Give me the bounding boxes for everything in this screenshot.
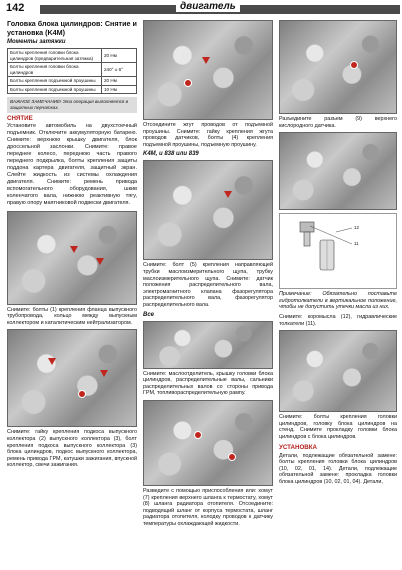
torque-value: 240° ± 6° (102, 63, 137, 77)
photo-head-bolts (279, 330, 397, 412)
all-variants-heading: Все (143, 311, 155, 318)
table-row (8, 63, 137, 77)
page-number: 142 (6, 2, 25, 14)
arrow-icon (202, 57, 210, 64)
callout-marker (350, 61, 358, 69)
caption: Снимите: маслоотделитель, крышку головки блока цилиндров, распределительные валы, сальники распределительных валов со стороны привода ГРМ, топливораспределительную рампу. (143, 370, 273, 397)
torque-item: Болты крепления головки блока цилиндров (предварительная затяжка) (8, 49, 102, 63)
callout-marker (78, 390, 86, 398)
warning-note: ВАЖНОЕ ЗАМЕЧАНИЕ! Эта операция выполняется в защитных перчатках. (7, 97, 137, 113)
photo-exhaust-flange (7, 211, 137, 305)
figure-label: 11 (354, 241, 359, 247)
install-heading: УСТАНОВКА (279, 443, 318, 451)
figure-label: 12 (354, 225, 360, 231)
arrow-icon (224, 191, 232, 198)
caption: Детали, подлежащие обязательной замене: болты крепления головки блока цилиндров (10, 02, 01, 14). Детали, подлежащие обязательной замене: прокладка головки блока цилиндров (10, 02, 01, 04). Детали, (279, 452, 397, 485)
diagram-hydraulic-tappets (279, 213, 397, 289)
photo-dipstick-tube (143, 160, 273, 260)
caption: Снимите: гайку крепления подкоса выпускного коллектора (2) выпускного коллектора (3), болт крепления подкоса выпускного коллектора (3) блока цилиндров, подкос выпускного коллектора, ремень привода ГРМ, катушки зажигания, впускной коллектор, свечи зажигания. (7, 429, 137, 469)
torque-item: Болты крепления головки блока цилиндров (8, 63, 102, 77)
photo-camshafts (143, 321, 273, 369)
photo-lifting-eye (143, 20, 273, 120)
torque-value: 10 Нм (102, 85, 137, 94)
callout-marker (194, 431, 202, 439)
caption: Отсоедините жгут проводов от подъемной проушины. Снимите: гайку крепления жгута проводов датчиков, болты (4) крепления подъемной проушины, подъемную проушину. (143, 122, 273, 148)
arrow-icon (100, 370, 108, 377)
removal-heading: СНЯТИЕ (7, 114, 33, 122)
column-left (7, 20, 137, 472)
arrow-icon (96, 258, 104, 265)
caption: Разъедините разъем (9) верхнего кислородного датчика. (279, 116, 397, 129)
section-title: двигатель (176, 1, 240, 12)
article-title: Головка блока цилиндров: Снятие и установка (K4M) (7, 19, 137, 37)
photo-exhaust-manifold (7, 329, 137, 427)
caption: Снимите: болты (1) крепления фланца выпускного трубопровода, кольцо между выпускным коллектором и каталитическим нейтрализатором. (7, 306, 137, 326)
table-row (8, 77, 137, 86)
torque-item: Болты крепления подъемной проушины (8, 85, 102, 94)
removal-text: Установите автомобиль на двухстоечный подъемник. Отключите аккумуляторную батарею. Снимите: верхнюю крышку двигателя, блок дроссельной заслонки. Снимите: правое переднее колесо, переднюю часть правого переднего подкрылка, болты крепления защиты поддона картера двигателя, защитный экран. Слейте жидкость из системы охлаждения двигателя. Снимите: ремень привода вспомогательного оборудования, шкив коленчатого вала, нижнюю реактивную тягу, правую опору маятниковой подвески двигателя. (7, 122, 137, 206)
arrow-icon (48, 358, 56, 365)
caption: Снимите: болты крепления головки цилиндров, головку блока цилиндров на стенд. Снимите прокладку головки блока цилиндров с блока цилиндров. (279, 414, 397, 440)
callout-marker (228, 453, 236, 461)
torque-value: 20 Нм (102, 49, 137, 63)
photo-thermostat-hoses (143, 400, 273, 486)
torque-heading: Моменты затяжки (7, 39, 66, 45)
caption: Снимите: коромысла (12), гидравлические толкатели (11). (279, 313, 397, 327)
engine-variant-heading: K4M, и 838 или 839 (143, 151, 199, 158)
torque-value: 20 Нм (102, 77, 137, 86)
column-middle (143, 20, 273, 530)
arrow-icon (70, 246, 78, 253)
caption-note: Примечание: Обязательно поставьте гидротолкатели в вертикальное положение, чтобы не допустить утечки масла из них. (279, 291, 397, 311)
tappet-drawing (280, 214, 398, 288)
torque-table (7, 48, 137, 94)
page-header (0, 0, 402, 17)
photo-oxygen-sensor-connector (279, 20, 397, 114)
callout-marker (184, 79, 192, 87)
torque-item: Болты крепления подъемной проушины (8, 77, 102, 86)
caption: Снимите: болт (5) крепления направляющей трубки маслоизмерительного щупа, трубку маслоизмерительного щупа. Снимите: датчик положения распределительного вала, электромагнитного клапана фазорегулятора распределительного вала, фазорегулятор распределительного вала. (143, 262, 273, 308)
photo-rocker-arms (279, 132, 397, 210)
table-row (8, 49, 137, 63)
table-row (8, 85, 137, 94)
column-right (279, 20, 397, 489)
caption: Разведите с помощью приспособления или: хомут (7) крепления верхнего шланга к термостату, хомут (8) шланга радиатора отопителя. Отсоедините: подводящий шланг от корпуса термостата, шланг радиатора отопителя, колодку проводов к датчику температуры охлаждающей жидкости. (143, 487, 273, 527)
